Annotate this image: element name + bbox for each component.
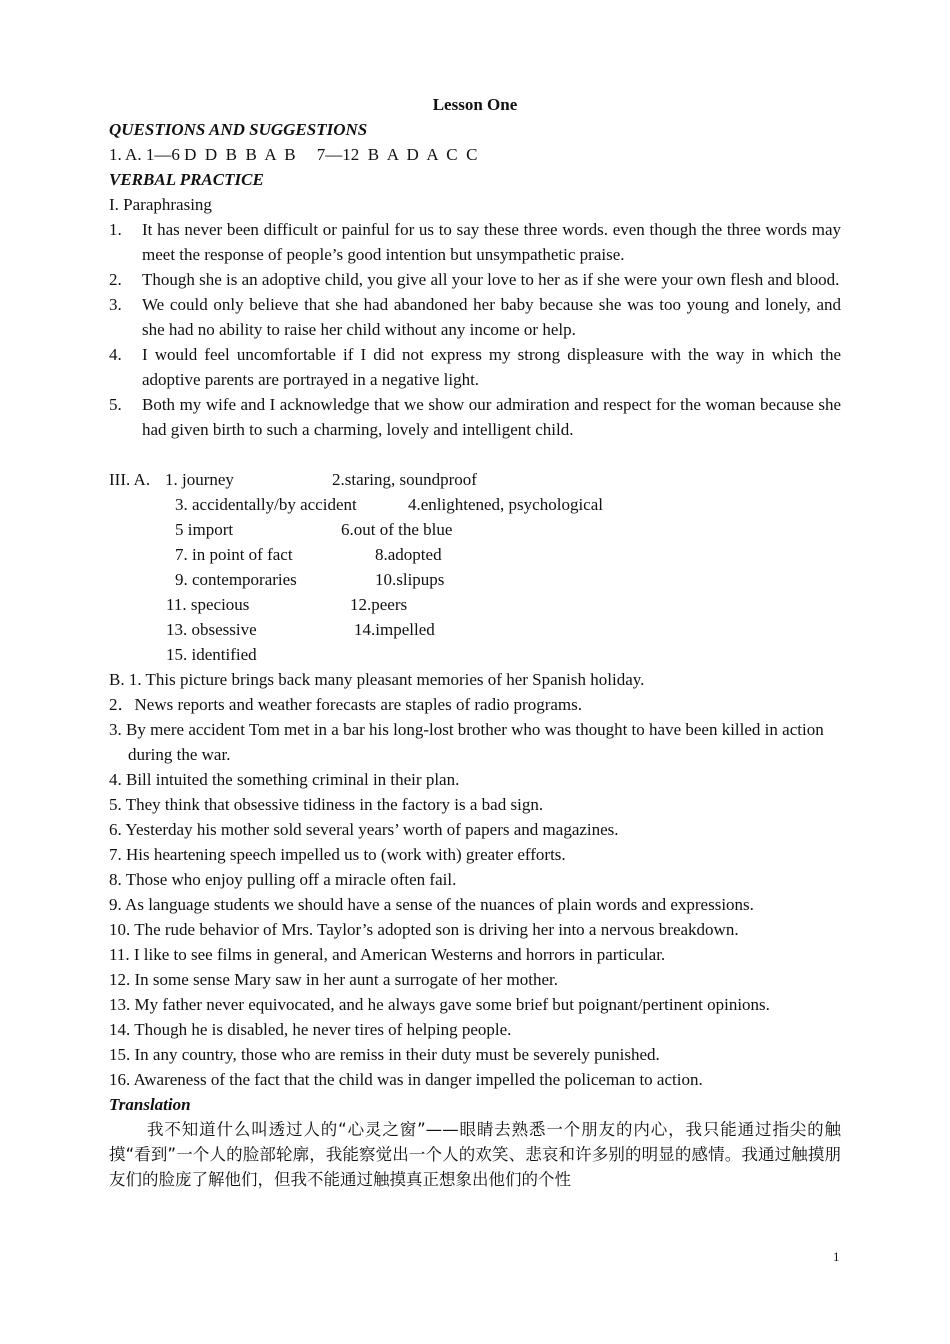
sentence-item: 14. Though he is disabled, he never tires of helping people. bbox=[109, 1020, 512, 1039]
sentence-item: 11. I like to see films in general, and American Westerns and horrors in particular. bbox=[109, 945, 666, 964]
verbal-practice-heading: VERBAL PRACTICE bbox=[109, 170, 264, 189]
sentence-item: 8. Those who enjoy pulling off a miracle often fail. bbox=[109, 870, 457, 889]
sentence-item: 2．News reports and weather forecasts are staples of radio programs. bbox=[109, 695, 582, 714]
word-row: 15. identified bbox=[166, 645, 257, 664]
part-b-sentences bbox=[109, 667, 841, 1092]
word-row: III. A. 1. journey 2.staring, soundproof bbox=[109, 467, 841, 492]
word-row: 7. in point of fact 8.adopted bbox=[175, 545, 442, 564]
sentence-item: 5. They think that obsessive tidiness in the factory is a bad sign. bbox=[109, 795, 544, 814]
word-row: 9. contemporaries 10.slipups bbox=[175, 570, 445, 589]
paraphrase-item: 1. It has never been difficult or painful for us to say these three words. even though the three words may meet the response of people’s good intention but unsympathetic praise. bbox=[109, 220, 841, 264]
word-row: 3. accidentally/by accident 4.enlightened, psychological bbox=[175, 495, 603, 514]
sentence-item: 7. His heartening speech impelled us to (work with) greater efforts. bbox=[109, 845, 566, 864]
questions-heading: QUESTIONS AND SUGGESTIONS bbox=[109, 120, 368, 139]
lesson-title: Lesson One bbox=[432, 95, 518, 114]
paraphrase-item: 4. I would feel uncomfortable if I did not express my strong displeasure with the way in which the adoptive parents are portrayed in a negative light. bbox=[109, 345, 841, 389]
sentence-item: 15. In any country, those who are remiss in their duty must be severely punished. bbox=[109, 1045, 660, 1064]
part3-prefix: III. A. bbox=[109, 470, 151, 489]
sentence-item: B. 1. This picture brings back many pleasant memories of her Spanish holiday. bbox=[109, 670, 645, 689]
sentence-item: 4. Bill intuited the something criminal in their plan. bbox=[109, 770, 460, 789]
questions-answers: 1. A. 1—6 D D B B A B 7—12 B A D A C C bbox=[109, 145, 478, 164]
sentence-item: 12. In some sense Mary saw in her aunt a surrogate of her mother. bbox=[109, 970, 558, 989]
sentence-item: 3. By mere accident Tom met in a bar his long-lost brother who was thought to have been killed in action during the war. bbox=[109, 720, 824, 764]
sentence-item: 16. Awareness of the fact that the child was in danger impelled the policeman to action. bbox=[109, 1070, 703, 1089]
paraphrasing-list bbox=[109, 217, 841, 442]
word-row: 11. specious 12.peers bbox=[166, 595, 408, 614]
word-row: 13. obsessive 14.impelled bbox=[166, 620, 435, 639]
translation-heading: Translation bbox=[109, 1095, 191, 1114]
sentence-item: 13. My father never equivocated, and he always gave some brief but poignant/pertinent opinions. bbox=[109, 995, 770, 1014]
paraphrase-item: 5. Both my wife and I acknowledge that we show our admiration and respect for the woman because she had given birth to such a charming, lovely and intelligent child. bbox=[109, 395, 841, 439]
sentence-item: 10. The rude behavior of Mrs. Taylor’s adopted son is driving her into a nervous breakdown. bbox=[109, 920, 739, 939]
paraphrasing-heading: I. Paraphrasing bbox=[109, 195, 212, 214]
word-row: 5 import 6.out of the blue bbox=[175, 520, 453, 539]
page-number: 1 bbox=[833, 1249, 840, 1264]
part3-word-list bbox=[109, 467, 841, 667]
document-page bbox=[109, 92, 841, 1192]
sentence-item: 6. Yesterday his mother sold several years’ worth of papers and magazines. bbox=[109, 820, 619, 839]
sentence-item: 9. As language students we should have a sense of the nuances of plain words and expressions. bbox=[109, 895, 754, 914]
translation-paragraph: 我不知道什么叫透过人的“心灵之窗”——眼睛去熟悉一个朋友的内心，我只能通过指尖的触摸“看到”一个人的脸部轮廓，我能察觉出一个人的欢笑、悲哀和许多别的明显的感情。我通过触摸朋友们的脸庞了解他们，但我不能通过触摸真正想象出他们的个性 bbox=[109, 1120, 841, 1189]
paraphrase-item: 2. Though she is an adoptive child, you give all your love to her as if she were your own flesh and blood. bbox=[109, 270, 840, 289]
paraphrase-item: 3. We could only believe that she had abandoned her baby because she was too young and lonely, and she had no ability to raise her child without any income or help. bbox=[109, 295, 841, 339]
